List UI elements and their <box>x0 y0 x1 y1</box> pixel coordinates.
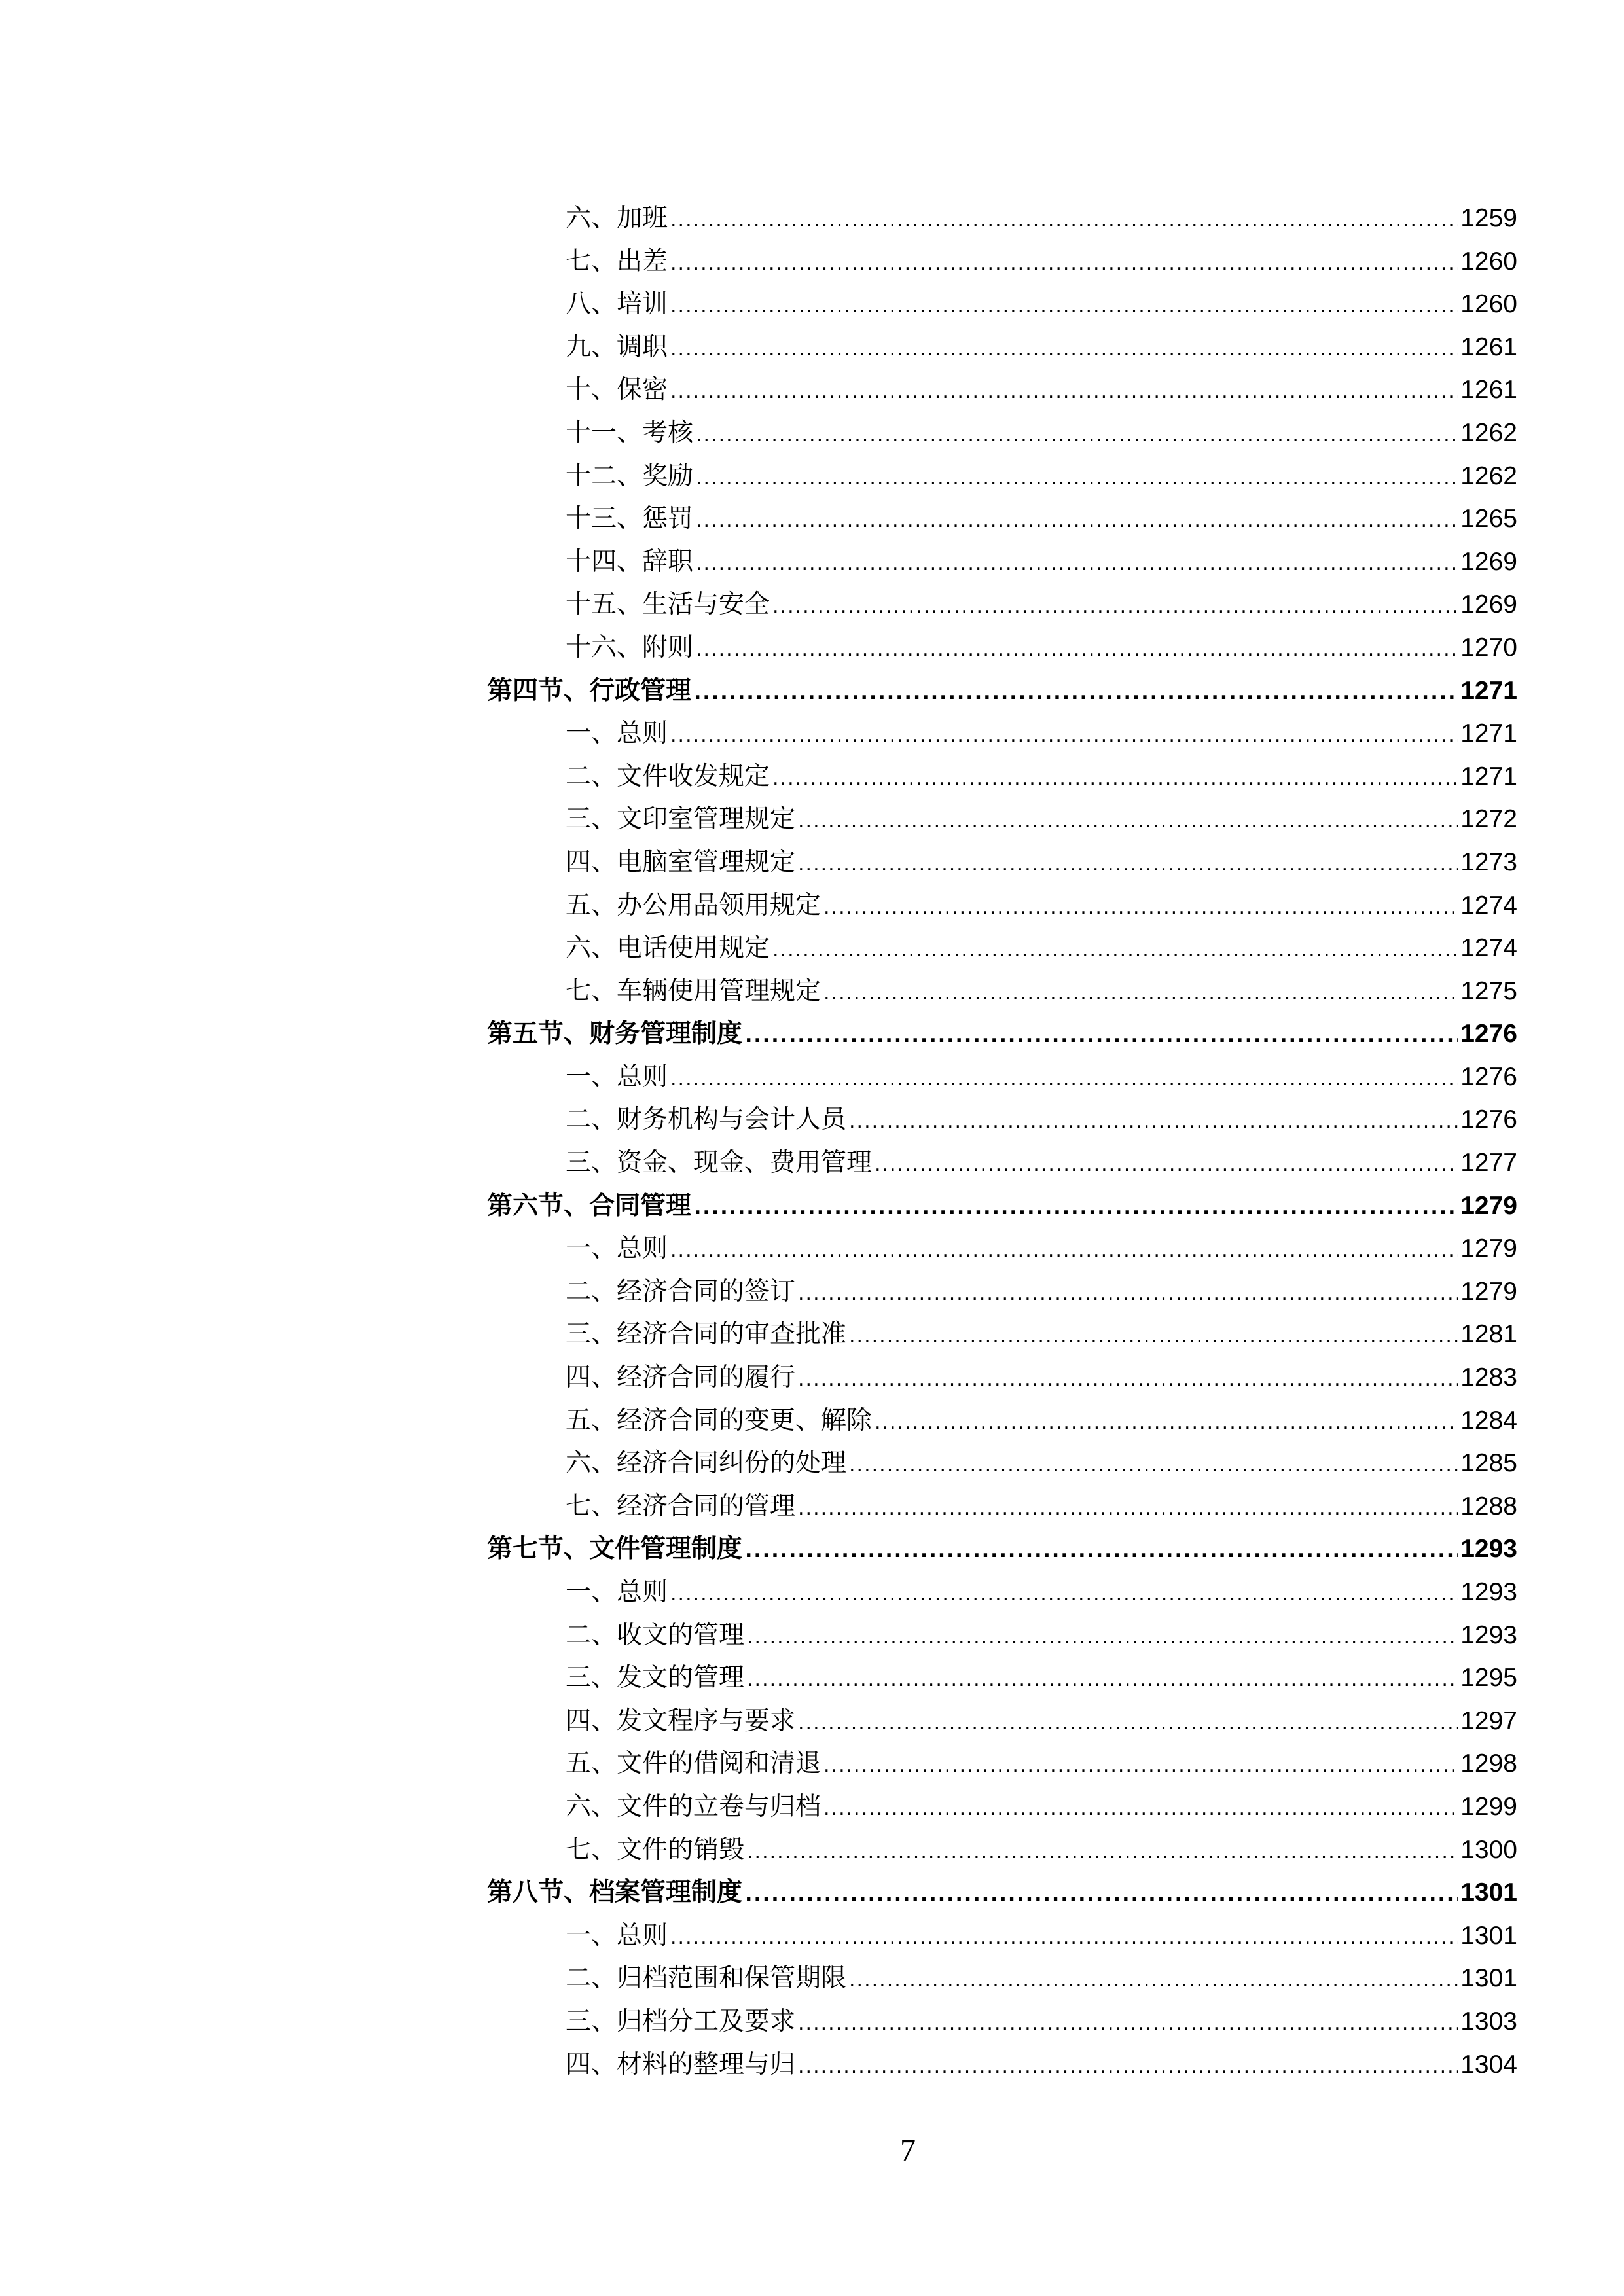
toc-entry[interactable] <box>487 1485 1517 1528</box>
toc-entry-title: 十、保密 <box>566 375 668 405</box>
toc-entry[interactable] <box>487 1056 1517 1099</box>
toc-entry-title: 第八节、档案管理制度 <box>487 1878 743 1908</box>
toc-entry-title: 六、经济合同纠份的处理 <box>566 1448 847 1479</box>
toc-entry-page: 1303 <box>1460 2007 1517 2036</box>
toc-entry[interactable] <box>487 368 1517 412</box>
toc-section-entry[interactable] <box>487 1528 1517 1571</box>
dot-leader <box>798 2002 1458 2045</box>
dot-leader <box>694 1187 1458 1230</box>
toc-entry-page: 1295 <box>1460 1664 1517 1693</box>
toc-entry[interactable] <box>487 927 1517 970</box>
toc-entry-title: 二、归档范围和保管期限 <box>566 1964 847 1994</box>
toc-entry[interactable] <box>487 1829 1517 1872</box>
dot-leader <box>798 1272 1458 1316</box>
toc-entry-page: 1260 <box>1460 290 1517 319</box>
toc-entry-title: 五、办公用品领用规定 <box>566 890 821 920</box>
toc-entry[interactable] <box>487 884 1517 927</box>
toc-entry[interactable] <box>487 1914 1517 1958</box>
dot-leader <box>798 1487 1458 1530</box>
toc-entry-title: 三、资金、现金、费用管理 <box>566 1148 873 1178</box>
toc-entry[interactable] <box>487 1141 1517 1185</box>
toc-entry-page: 1281 <box>1460 1320 1517 1349</box>
toc-entry[interactable] <box>487 412 1517 455</box>
toc-entry-page: 1277 <box>1460 1149 1517 1177</box>
dot-leader <box>798 1702 1458 1745</box>
dot-leader <box>696 499 1458 543</box>
dot-leader <box>849 1444 1458 1487</box>
toc-entry[interactable] <box>487 841 1517 884</box>
toc-entry-title: 二、文件收发规定 <box>566 761 770 791</box>
dot-leader <box>823 972 1458 1015</box>
toc-entry-title: 四、经济合同的履行 <box>566 1363 796 1393</box>
toc-entry[interactable] <box>487 798 1517 841</box>
toc-entry-title: 七、文件的销毁 <box>566 1835 745 1865</box>
toc-entry-page: 1273 <box>1460 848 1517 876</box>
toc-entry-page: 1283 <box>1460 1363 1517 1392</box>
dot-leader <box>798 800 1458 843</box>
toc-entry-page: 1274 <box>1460 891 1517 920</box>
toc-entry[interactable] <box>487 583 1517 626</box>
toc-entry[interactable] <box>487 455 1517 498</box>
dot-leader <box>670 1573 1458 1616</box>
toc-entry-page: 1260 <box>1460 247 1517 276</box>
toc-entry-title: 七、车辆使用管理规定 <box>566 976 821 1006</box>
toc-entry[interactable] <box>487 755 1517 798</box>
toc-entry-title: 十六、附则 <box>566 632 694 662</box>
dot-leader <box>670 370 1458 414</box>
toc-entry-title: 一、总则 <box>566 1920 668 1950</box>
toc-entry-title: 十四、辞职 <box>566 547 694 577</box>
dot-leader <box>670 1916 1458 1960</box>
toc-entry[interactable] <box>487 1657 1517 1700</box>
toc-entry[interactable] <box>487 1742 1517 1785</box>
toc-entry-page: 1304 <box>1460 2050 1517 2079</box>
toc-entry-title: 第四节、行政管理 <box>487 675 692 706</box>
toc-entry-page: 1269 <box>1460 590 1517 619</box>
toc-entry-page: 1279 <box>1460 1191 1517 1220</box>
toc-entry-page: 1284 <box>1460 1406 1517 1435</box>
toc-entry-page: 1271 <box>1460 719 1517 748</box>
toc-entry-title: 一、总则 <box>566 1234 668 1264</box>
toc-entry-page: 1297 <box>1460 1706 1517 1735</box>
toc-entry-title: 四、发文程序与要求 <box>566 1706 796 1736</box>
dot-leader <box>823 1787 1458 1831</box>
toc-entry[interactable] <box>487 2043 1517 2087</box>
toc-entry-title: 十五、生活与安全 <box>566 590 770 620</box>
toc-entry-title: 十一、考核 <box>566 418 694 448</box>
toc-entry-page: 1300 <box>1460 1835 1517 1864</box>
toc-entry-page: 1301 <box>1460 1921 1517 1950</box>
dot-leader <box>849 1315 1458 1358</box>
toc-entry-title: 六、电话使用规定 <box>566 933 770 963</box>
table-of-contents <box>487 197 1517 2086</box>
toc-entry-page: 1276 <box>1460 1020 1517 1049</box>
dot-leader <box>694 672 1458 715</box>
toc-entry-title: 六、文件的立卷与归档 <box>566 1791 821 1821</box>
toc-entry-title: 六、加班 <box>566 204 668 233</box>
dot-leader <box>849 1100 1458 1143</box>
toc-entry[interactable] <box>487 326 1517 369</box>
toc-entry-title: 十三、惩罚 <box>566 504 694 534</box>
toc-entry-title: 第五节、财务管理制度 <box>487 1019 743 1049</box>
toc-entry-title: 七、经济合同的管理 <box>566 1491 796 1521</box>
dot-leader <box>747 1616 1458 1659</box>
toc-entry-page: 1269 <box>1460 547 1517 576</box>
dot-leader <box>696 457 1458 500</box>
toc-entry-title: 四、材料的整理与归 <box>566 2049 796 2079</box>
toc-entry-page: 1298 <box>1460 1749 1517 1778</box>
toc-entry[interactable] <box>487 1313 1517 1356</box>
toc-entry-title: 五、文件的借阅和清退 <box>566 1749 821 1779</box>
toc-entry[interactable] <box>487 541 1517 584</box>
toc-entry-page: 1261 <box>1460 332 1517 361</box>
dot-leader <box>670 285 1458 328</box>
toc-entry[interactable] <box>487 1614 1517 1657</box>
toc-entry[interactable] <box>487 1957 1517 2000</box>
dot-leader <box>696 414 1458 457</box>
dot-leader <box>670 242 1458 285</box>
toc-entry-page: 1293 <box>1460 1621 1517 1649</box>
toc-entry-title: 五、经济合同的变更、解除 <box>566 1405 873 1435</box>
toc-section-entry[interactable] <box>487 670 1517 713</box>
toc-entry[interactable] <box>487 197 1517 240</box>
toc-entry-page: 1279 <box>1460 1234 1517 1263</box>
toc-entry-page: 1272 <box>1460 805 1517 834</box>
toc-entry[interactable] <box>487 1571 1517 1614</box>
toc-entry-page: 1285 <box>1460 1449 1517 1478</box>
toc-entry-title: 二、经济合同的签订 <box>566 1276 796 1306</box>
dot-leader <box>798 843 1458 886</box>
toc-section-entry[interactable] <box>487 1185 1517 1228</box>
toc-entry-title: 三、文印室管理规定 <box>566 804 796 834</box>
toc-entry[interactable] <box>487 1227 1517 1270</box>
toc-entry-title: 八、培训 <box>566 289 668 319</box>
dot-leader <box>849 1959 1458 2002</box>
dot-leader <box>670 199 1458 242</box>
toc-entry-page: 1274 <box>1460 934 1517 963</box>
toc-entry-title: 九、调职 <box>566 332 668 362</box>
toc-entry[interactable] <box>487 1399 1517 1443</box>
toc-entry[interactable] <box>487 1270 1517 1314</box>
toc-entry-page: 1271 <box>1460 676 1517 705</box>
toc-entry-page: 1288 <box>1460 1492 1517 1520</box>
toc-entry[interactable] <box>487 2000 1517 2043</box>
toc-entry[interactable] <box>487 1356 1517 1399</box>
dot-leader <box>670 714 1458 757</box>
toc-entry-title: 第六节、合同管理 <box>487 1191 692 1221</box>
toc-entry[interactable] <box>487 712 1517 755</box>
dot-leader <box>875 1401 1458 1444</box>
dot-leader <box>772 929 1458 972</box>
toc-entry-page: 1293 <box>1460 1578 1517 1606</box>
toc-entry-page: 1299 <box>1460 1792 1517 1821</box>
toc-entry[interactable] <box>487 1098 1517 1141</box>
dot-leader <box>823 1744 1458 1787</box>
dot-leader <box>745 1873 1458 1916</box>
toc-entry[interactable] <box>487 1442 1517 1485</box>
toc-entry-title: 一、总则 <box>566 1062 668 1092</box>
dot-leader <box>747 1659 1458 1702</box>
toc-entry[interactable] <box>487 283 1517 326</box>
toc-entry-page: 1262 <box>1460 418 1517 447</box>
toc-entry[interactable] <box>487 240 1517 283</box>
toc-entry-title: 二、财务机构与会计人员 <box>566 1105 847 1135</box>
toc-entry-title: 三、归档分工及要求 <box>566 2006 796 2036</box>
dot-leader <box>745 1014 1458 1058</box>
toc-entry-page: 1301 <box>1460 1878 1517 1907</box>
dot-leader <box>670 328 1458 371</box>
toc-entry-title: 三、发文的管理 <box>566 1663 745 1693</box>
toc-section-entry[interactable] <box>487 1013 1517 1056</box>
toc-entry-page: 1276 <box>1460 1062 1517 1091</box>
dot-leader <box>823 886 1458 929</box>
toc-entry-title: 十二、奖励 <box>566 461 694 491</box>
dot-leader <box>696 628 1458 672</box>
toc-entry-title: 一、总则 <box>566 719 668 749</box>
toc-entry-page: 1275 <box>1460 977 1517 1005</box>
dot-leader <box>875 1143 1458 1187</box>
toc-entry-page: 1270 <box>1460 633 1517 662</box>
toc-entry-page: 1261 <box>1460 376 1517 404</box>
dot-leader <box>670 1229 1458 1272</box>
toc-entry[interactable] <box>487 497 1517 541</box>
toc-entry-title: 三、经济合同的审查批准 <box>566 1319 847 1350</box>
dot-leader <box>772 585 1458 628</box>
page-number: 7 <box>900 2133 916 2168</box>
toc-entry-page: 1293 <box>1460 1535 1517 1564</box>
toc-entry-title: 一、总则 <box>566 1577 668 1607</box>
toc-entry-page: 1301 <box>1460 1964 1517 1993</box>
toc-entry-title: 第七节、文件管理制度 <box>487 1534 743 1564</box>
dot-leader <box>745 1530 1458 1573</box>
toc-entry-page: 1276 <box>1460 1105 1517 1134</box>
toc-entry-page: 1259 <box>1460 204 1517 232</box>
toc-section-entry[interactable] <box>487 1871 1517 1914</box>
toc-entry-page: 1262 <box>1460 461 1517 490</box>
toc-entry-page: 1265 <box>1460 505 1517 533</box>
dot-leader <box>798 2045 1458 2089</box>
toc-entry-page: 1271 <box>1460 762 1517 791</box>
dot-leader <box>747 1831 1458 1874</box>
toc-entry-title: 四、电脑室管理规定 <box>566 847 796 877</box>
toc-entry[interactable] <box>487 1785 1517 1829</box>
dot-leader <box>670 1058 1458 1101</box>
toc-entry[interactable] <box>487 626 1517 670</box>
toc-entry-title: 七、出差 <box>566 246 668 276</box>
toc-entry[interactable] <box>487 1700 1517 1743</box>
dot-leader <box>798 1358 1458 1401</box>
dot-leader <box>772 757 1458 800</box>
toc-entry[interactable] <box>487 970 1517 1013</box>
dot-leader <box>696 543 1458 586</box>
toc-entry-page: 1279 <box>1460 1277 1517 1306</box>
toc-entry-title: 二、收文的管理 <box>566 1620 745 1650</box>
